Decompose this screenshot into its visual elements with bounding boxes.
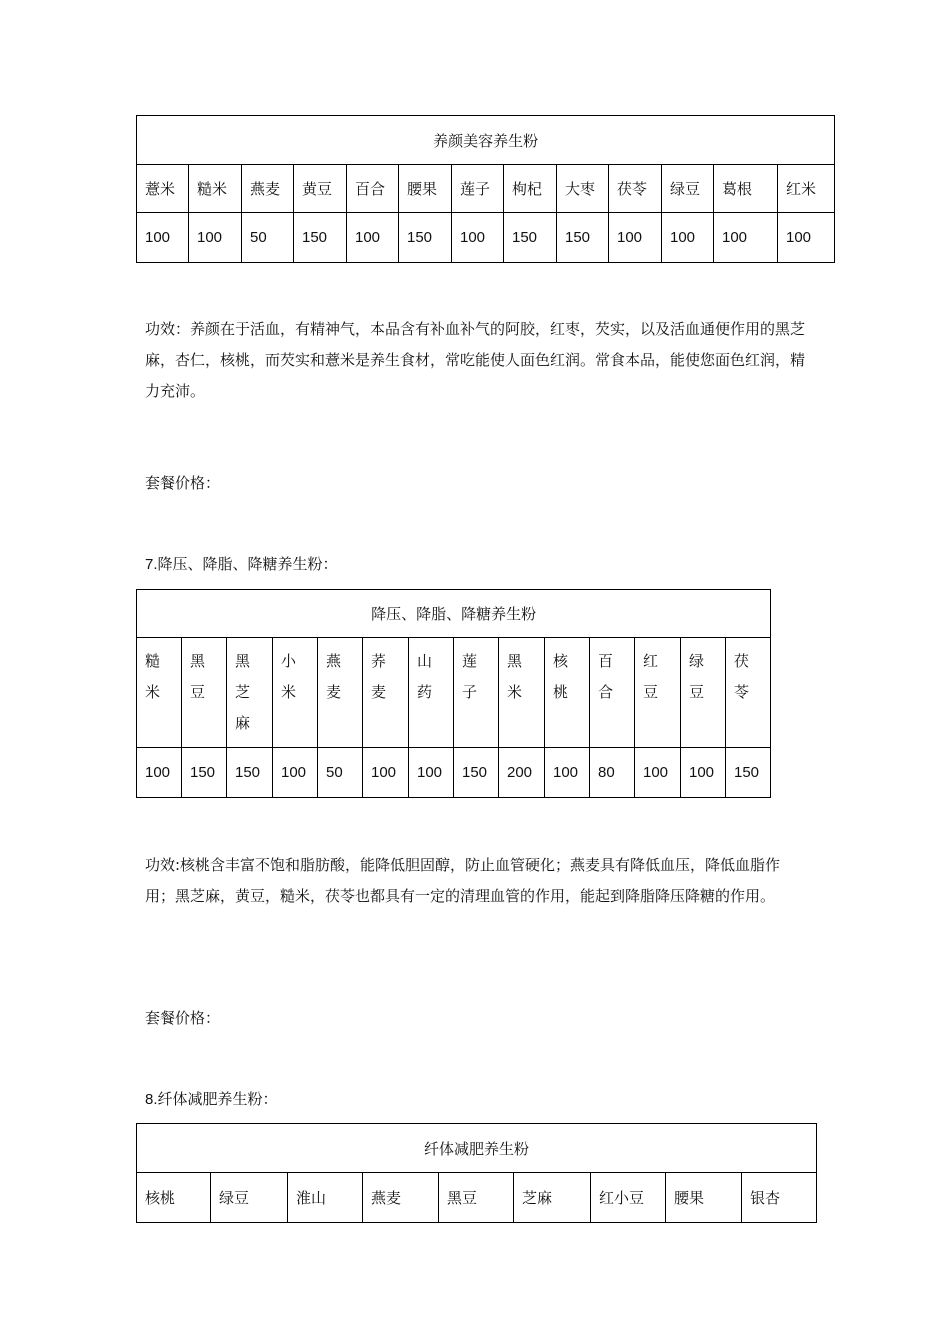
ingredient-name: 山 药 — [417, 652, 433, 701]
ingredient-name: 黑 米 — [507, 652, 523, 701]
ingredient-cell — [409, 638, 454, 748]
amount-cell: 150 — [504, 213, 557, 263]
amount-cell: 100 — [662, 213, 714, 263]
ingredient-cell: 银杏 — [742, 1173, 817, 1223]
table-title: 养颜美容养生粉 — [137, 116, 835, 165]
ingredient-cell — [545, 638, 590, 748]
ingredient-name: 荞 麦 — [371, 652, 387, 701]
amount-cell: 50 — [242, 213, 294, 263]
table-title: 降压、降脂、降糖养生粉 — [137, 590, 771, 638]
amount-cell: 150 — [726, 748, 771, 798]
section-title: 纤体减肥养生粉： — [157, 1090, 278, 1108]
amount-cell: 100 — [137, 748, 182, 798]
ingredient-cell: 燕麦 — [242, 165, 294, 213]
amount-cell: 100 — [363, 748, 409, 798]
effect-paragraph-beauty: 功效：养颜在于活血，有精神气，本品含有补血补气的阿胶，红枣，芡实，以及活血通便作用的黑芝麻，杏仁，核桃，而芡实和薏米是养生食材，常吃能使人面色红润。常食本品，能使您面色红润，精力充沛。 — [145, 320, 806, 400]
ingredient-name: 黑 芝 麻 — [235, 652, 251, 732]
amount-cell: 150 — [399, 213, 452, 263]
table-title: 纤体减肥养生粉 — [137, 1124, 817, 1173]
ingredient-cell: 枸杞 — [504, 165, 557, 213]
amount-cell: 100 — [347, 213, 399, 263]
ingredient-cell — [363, 638, 409, 748]
ingredient-cell: 红小豆 — [591, 1173, 666, 1223]
ingredient-cell: 葛根 — [714, 165, 778, 213]
amount-cell: 150 — [182, 748, 227, 798]
ingredient-cell: 薏米 — [137, 165, 189, 213]
ingredient-cell — [454, 638, 499, 748]
table-slimming-powder — [136, 1123, 817, 1223]
amount-cell: 100 — [681, 748, 726, 798]
amount-cell: 100 — [189, 213, 242, 263]
table-blood-pressure-powder — [136, 589, 771, 798]
amount-cell: 100 — [778, 213, 835, 263]
ingredient-name: 百 合 — [598, 652, 614, 701]
section-title: 降压、降脂、降糖养生粉： — [157, 555, 338, 573]
amount-cell: 100 — [609, 213, 662, 263]
amount-cell: 150 — [227, 748, 273, 798]
section-heading-7 — [145, 553, 338, 574]
amount-cell: 100 — [635, 748, 681, 798]
ingredient-cell: 腰果 — [666, 1173, 742, 1223]
amount-cell: 100 — [545, 748, 590, 798]
ingredient-cell: 燕麦 — [363, 1173, 439, 1223]
ingredient-cell: 淮山 — [288, 1173, 363, 1223]
ingredient-cell: 芝麻 — [514, 1173, 591, 1223]
amount-cell: 100 — [273, 748, 318, 798]
ingredient-cell — [681, 638, 726, 748]
amount-cell: 200 — [499, 748, 545, 798]
price-label-blood-pressure: 套餐价格： — [145, 1009, 221, 1027]
ingredient-cell: 腰果 — [399, 165, 452, 213]
amount-cell: 50 — [318, 748, 363, 798]
ingredient-name: 糙 米 — [145, 652, 161, 701]
ingredient-name: 绿 豆 — [689, 652, 705, 701]
section-number: 8. — [145, 1091, 158, 1108]
effect-paragraph-blood-pressure: 功效:核桃含丰富不饱和脂肪酸，能降低胆固醇，防止血管硬化；燕麦具有降低血压，降低血脂作用；黑芝麻，黄豆，糙米，茯苓也都具有一定的清理血管的作用，能起到降脂降压降糖的作用。 — [145, 856, 781, 905]
ingredient-cell: 核桃 — [137, 1173, 211, 1223]
section-number: 7. — [145, 556, 158, 573]
ingredient-cell: 大枣 — [557, 165, 609, 213]
amount-cell: 150 — [294, 213, 347, 263]
ingredient-cell — [318, 638, 363, 748]
amount-cell: 150 — [557, 213, 609, 263]
ingredient-cell: 绿豆 — [662, 165, 714, 213]
amount-cell: 80 — [590, 748, 635, 798]
ingredient-name: 小 米 — [281, 652, 297, 701]
ingredient-cell — [635, 638, 681, 748]
ingredient-name: 核 桃 — [553, 652, 569, 701]
ingredient-cell: 红米 — [778, 165, 835, 213]
ingredient-cell — [273, 638, 318, 748]
ingredient-cell: 糙米 — [189, 165, 242, 213]
ingredient-cell: 绿豆 — [211, 1173, 288, 1223]
ingredient-name: 莲 子 — [462, 652, 478, 701]
ingredient-cell: 黄豆 — [294, 165, 347, 213]
ingredient-cell — [227, 638, 273, 748]
ingredient-name: 黑 豆 — [190, 652, 206, 701]
amount-cell: 100 — [137, 213, 189, 263]
amount-cell: 100 — [409, 748, 454, 798]
ingredient-cell: 百合 — [347, 165, 399, 213]
amount-cell: 150 — [454, 748, 499, 798]
ingredient-name: 燕 麦 — [326, 652, 342, 701]
amount-cell: 100 — [452, 213, 504, 263]
ingredient-cell: 黑豆 — [439, 1173, 514, 1223]
ingredient-cell — [182, 638, 227, 748]
ingredient-cell — [499, 638, 545, 748]
ingredient-name: 茯 苓 — [734, 652, 750, 701]
ingredient-cell: 莲子 — [452, 165, 504, 213]
ingredient-cell: 茯苓 — [609, 165, 662, 213]
ingredient-cell — [590, 638, 635, 748]
ingredient-cell — [137, 638, 182, 748]
section-heading-8 — [145, 1088, 278, 1109]
price-label-beauty: 套餐价格： — [145, 474, 221, 492]
amount-cell: 100 — [714, 213, 778, 263]
table-beauty-powder — [136, 115, 835, 263]
ingredient-name: 红 豆 — [643, 652, 659, 701]
ingredient-cell — [726, 638, 771, 748]
